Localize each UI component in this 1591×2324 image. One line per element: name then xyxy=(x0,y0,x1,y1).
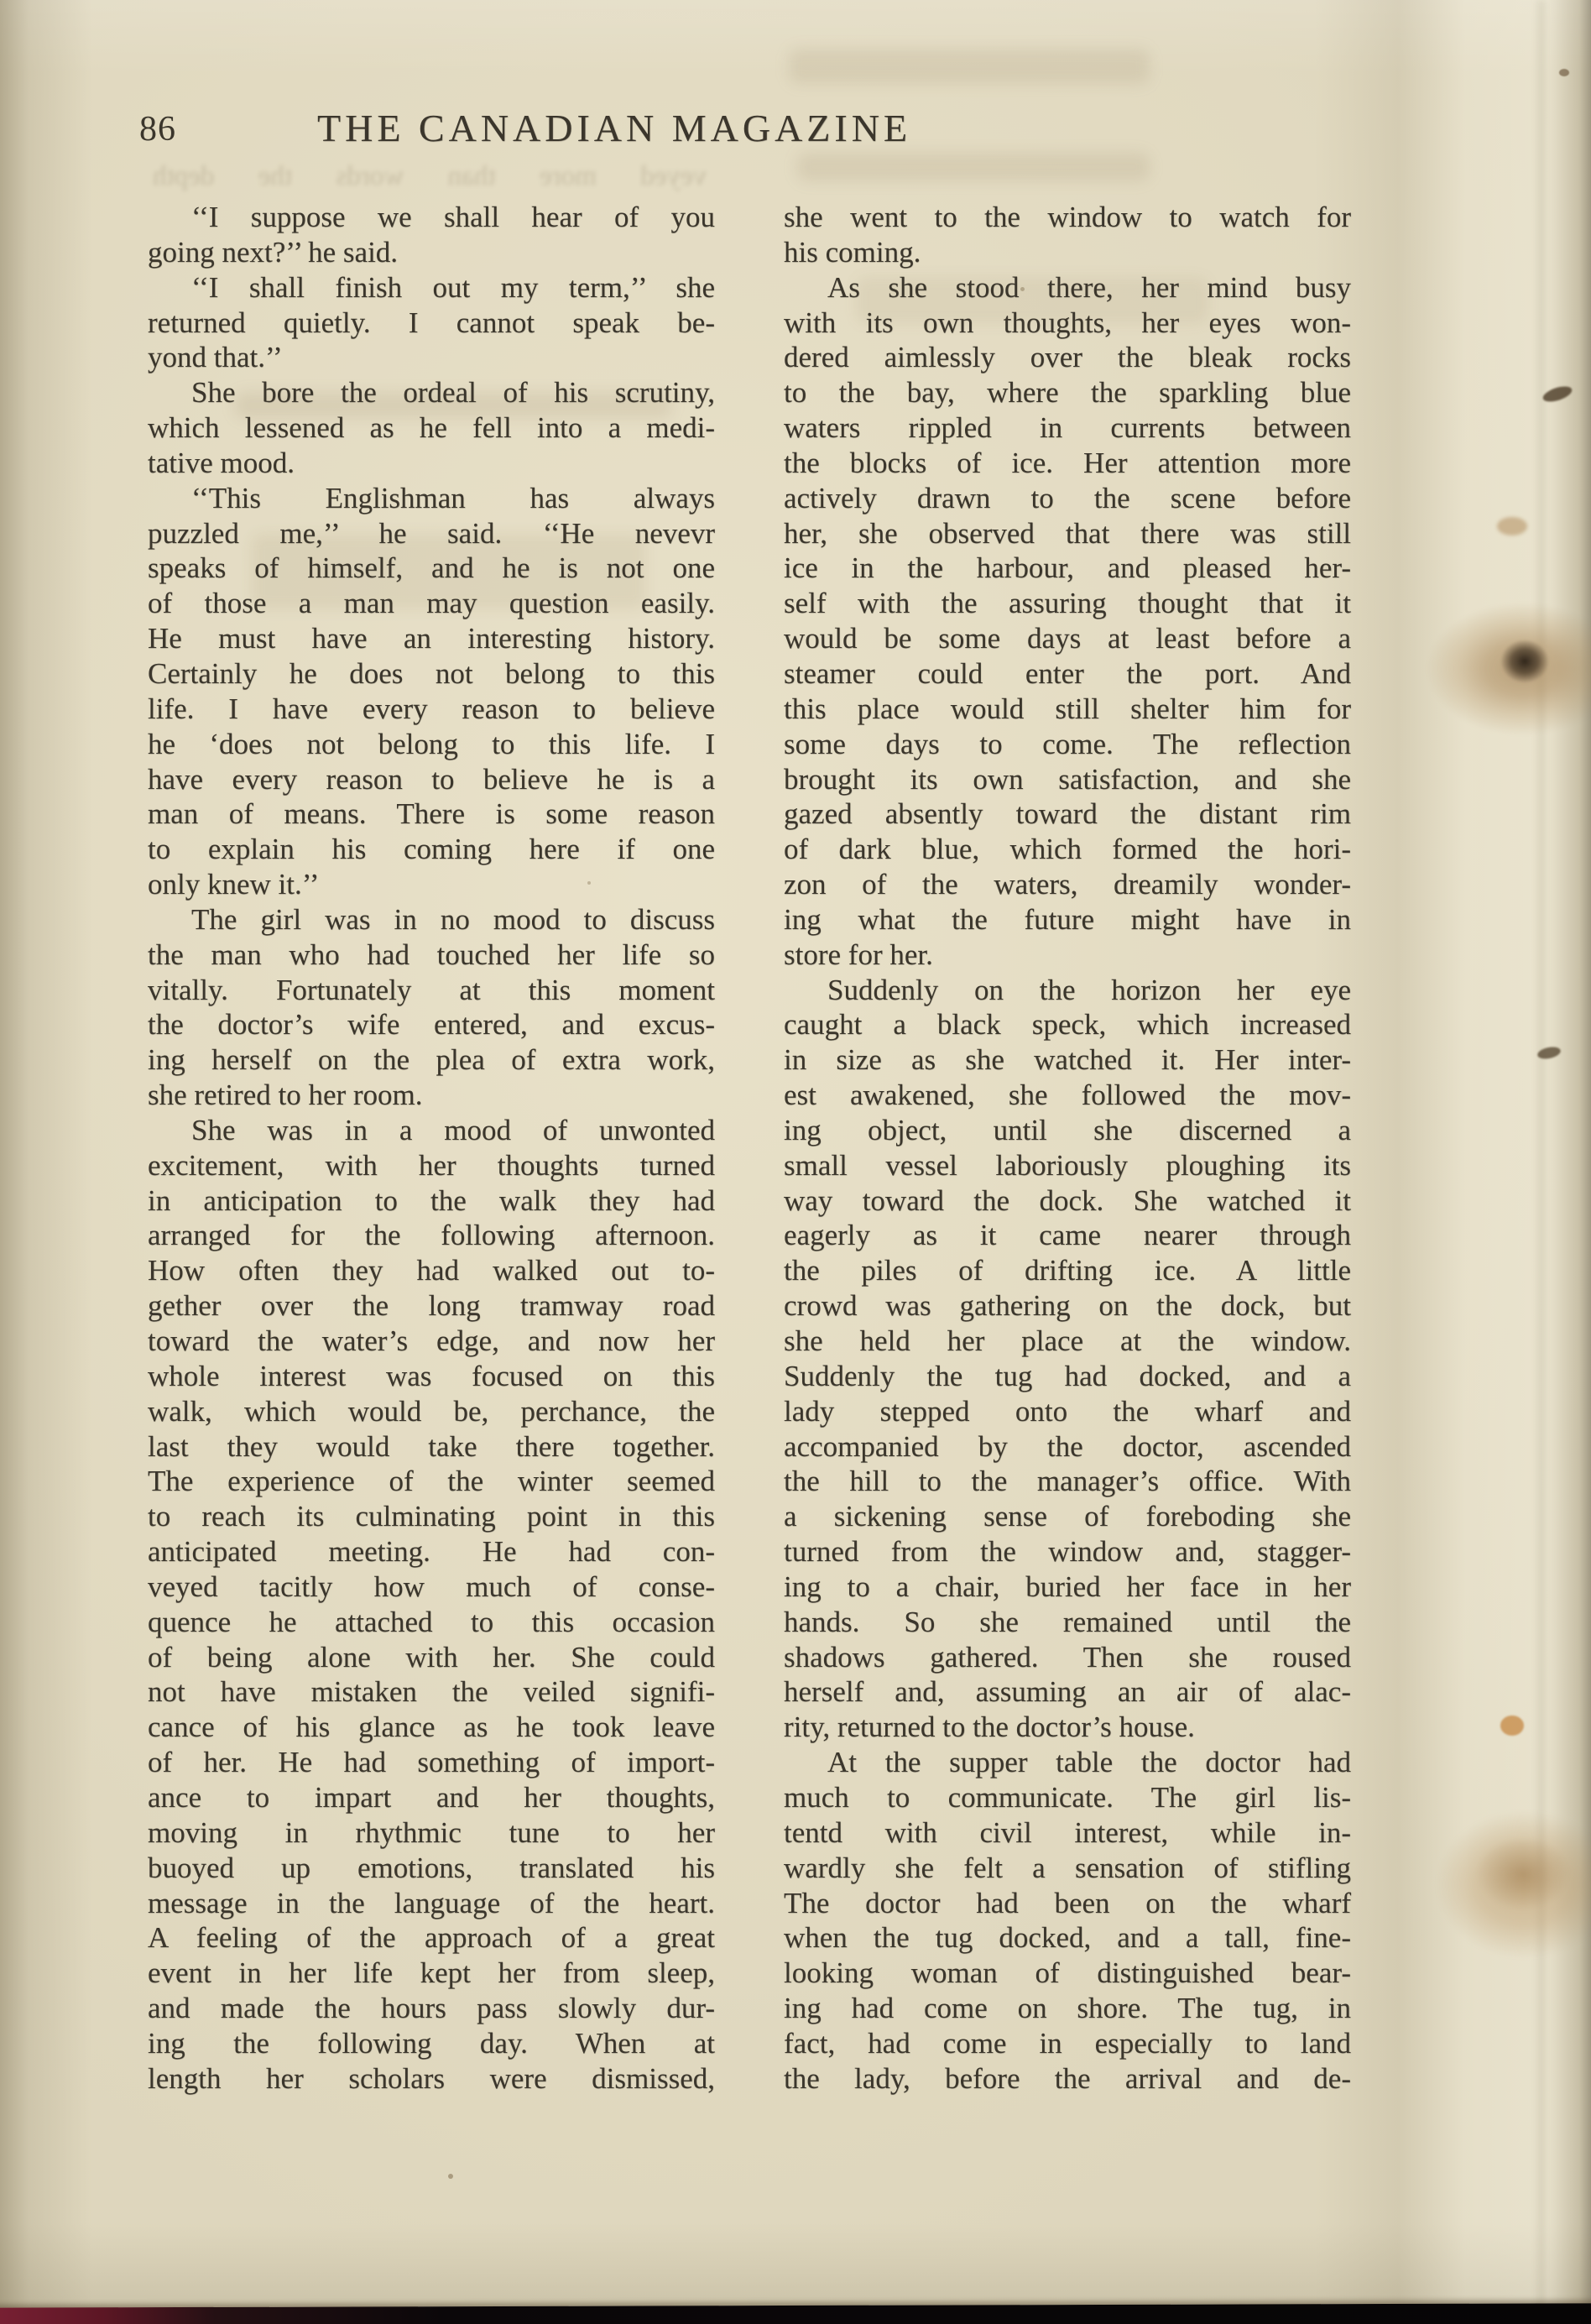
text-line: she held her place at the window. xyxy=(784,1324,1351,1357)
ghost-smudge xyxy=(797,153,1150,181)
text-line: tative mood. xyxy=(148,446,295,479)
text-line: Certainly he does not belong to this xyxy=(148,656,715,690)
text-line: steamer could enter the port. And xyxy=(784,656,1351,690)
text-line: the piles of drifting ice. A little xyxy=(784,1254,1351,1287)
text-line: herself and, assuming an air of alac- xyxy=(784,1675,1351,1709)
text-line: quence he attached to this occasion xyxy=(148,1605,715,1638)
text-line: returned quietly. I cannot speak be- xyxy=(148,306,715,339)
text-line: waters rippled in currents between xyxy=(784,411,1351,445)
text-line: in anticipation to the walk they had xyxy=(148,1183,715,1217)
text-line: tentd with civil interest, while in- xyxy=(784,1815,1351,1849)
text-line: much to communicate. The girl lis- xyxy=(784,1780,1351,1814)
text-line: toward the water’s edge, and now her xyxy=(148,1324,715,1357)
book-cover-edge xyxy=(0,2303,1591,2324)
text-line: gether over the long tramway road xyxy=(148,1289,715,1323)
text-line: some days to come. The reflection xyxy=(784,727,1351,760)
text-line: est awakened, she followed the mov- xyxy=(784,1078,1351,1112)
text-line: At the supper table the doctor had xyxy=(827,1746,1351,1779)
text-line: ing the following day. When at xyxy=(148,2026,715,2060)
text-line: the hill to the manager’s office. With xyxy=(784,1465,1351,1498)
binding-crease xyxy=(1537,0,1546,2324)
text-line: which lessened as he fell into a medi- xyxy=(148,411,715,445)
stain xyxy=(1500,640,1549,683)
text-line: whole interest was focused on this xyxy=(148,1359,715,1392)
paper-fleck xyxy=(448,2174,453,2179)
text-line: A feeling of the approach of a great xyxy=(148,1921,715,1955)
text-line: arranged for the following afternoon. xyxy=(148,1219,715,1252)
text-line: She bore the ordeal of his scrutiny, xyxy=(191,376,715,410)
text-line: not have mistaken the veiled signifi- xyxy=(148,1675,715,1709)
speck xyxy=(1559,69,1569,76)
ghost-smudge xyxy=(789,49,1150,84)
text-line: the doctor’s wife entered, and excus- xyxy=(148,1008,715,1042)
magazine-title: THE CANADIAN MAGAZINE xyxy=(317,107,912,149)
text-line: of dark blue, which formed the hori- xyxy=(784,833,1351,866)
text-line: ice in the harbour, and pleased her- xyxy=(784,551,1351,585)
text-line: would be some days at least before a xyxy=(784,622,1351,655)
text-line: hands. So she remained until the xyxy=(784,1605,1351,1638)
paper-fleck xyxy=(1020,287,1025,291)
text-line: his coming. xyxy=(784,235,921,269)
page-number: 86 xyxy=(139,110,176,149)
right-column xyxy=(784,200,1351,2097)
ghost-show-through-text: veyed more than words the depth xyxy=(153,161,707,191)
text-line: speaks of himself, and he is not one xyxy=(148,551,715,585)
text-line: lady stepped onto the wharf and xyxy=(784,1394,1351,1428)
text-line: ‘‘This Englishman has always xyxy=(191,481,715,514)
text-line: fact, had come in especially to land xyxy=(784,2026,1351,2060)
text-line: crowd was gathering on the dock, but xyxy=(784,1289,1351,1323)
text-line: man of means. There is some reason xyxy=(148,797,715,831)
text-line: shadows gathered. Then she roused xyxy=(784,1640,1351,1674)
text-line: message in the language of the heart. xyxy=(148,1886,715,1919)
text-line: have every reason to believe he is a xyxy=(148,762,715,796)
text-line: actively drawn to the scene before xyxy=(784,481,1351,514)
text-line: brought its own satisfaction, and she xyxy=(784,762,1351,796)
text-line: of her. He had something of import- xyxy=(148,1746,715,1779)
text-line: of those a man may question easily. xyxy=(148,587,715,620)
text-line: with its own thoughts, her eyes won- xyxy=(784,306,1351,339)
text-line: walk, which would be, perchance, the xyxy=(148,1394,715,1428)
text-line: turned from the window and, stagger- xyxy=(784,1535,1351,1569)
speck xyxy=(1497,517,1527,535)
text-line: and made the hours pass slowly dur- xyxy=(148,1992,715,2025)
text-line: anticipated meeting. He had con- xyxy=(148,1535,715,1569)
text-line: accompanied by the doctor, ascended xyxy=(784,1429,1351,1463)
text-line: puzzled me,’’ he said. ‘‘He nevevr xyxy=(148,516,715,550)
text-line: cance of his glance as he took leave xyxy=(148,1710,715,1744)
text-line: this place would still shelter him for xyxy=(784,692,1351,725)
text-line: store for her. xyxy=(784,937,933,971)
text-line: ing what the future might have in xyxy=(784,902,1351,936)
paper-fleck xyxy=(587,881,591,885)
text-line: to explain his coming here if one xyxy=(148,833,715,866)
text-line: The experience of the winter seemed xyxy=(148,1465,715,1498)
text-line: when the tug docked, and a tall, fine- xyxy=(784,1921,1351,1955)
text-line: ing had come on shore. The tug, in xyxy=(784,1992,1351,2025)
text-line: gazed absently toward the distant rim xyxy=(784,797,1351,831)
text-line: He must have an interesting history. xyxy=(148,622,715,655)
text-line: eagerly as it came nearer through xyxy=(784,1219,1351,1252)
text-line: the man who had touched her life so xyxy=(148,937,715,971)
left-column xyxy=(148,200,715,2097)
text-line: length her scholars were dismissed, xyxy=(148,2061,715,2095)
text-line: The doctor had been on the wharf xyxy=(784,1886,1351,1919)
speck xyxy=(1541,384,1574,405)
text-line: zon of the waters, dreamily wonder- xyxy=(784,868,1351,901)
text-line: a sickening sense of foreboding she xyxy=(784,1500,1351,1533)
text-line: Suddenly the tug had docked, and a xyxy=(784,1359,1351,1392)
text-line: ing to a chair, buried her face in her xyxy=(784,1569,1351,1603)
text-line: yond that.’’ xyxy=(148,341,283,374)
text-line: As she stood there, her mind busy xyxy=(827,270,1351,304)
text-line: ing object, until she discerned a xyxy=(784,1113,1351,1146)
text-line: ance to impart and her thoughts, xyxy=(148,1780,715,1814)
text-line: buoyed up emotions, translated his xyxy=(148,1851,715,1884)
text-line: ‘‘I shall finish out my term,’’ she xyxy=(191,270,715,304)
text-line: to reach its culminating point in this xyxy=(148,1500,715,1533)
text-line: rity, returned to the doctor’s house. xyxy=(784,1710,1195,1744)
text-line: dered aimlessly over the bleak rocks xyxy=(784,341,1351,374)
speck xyxy=(1500,1716,1524,1736)
text-line: She was in a mood of unwonted xyxy=(191,1113,715,1146)
text-line: event in her life kept her from sleep, xyxy=(148,1956,715,1990)
text-line: life. I have every reason to believe xyxy=(148,692,715,725)
text-line: How often they had walked out to- xyxy=(148,1254,715,1287)
text-line: last they would take there together. xyxy=(148,1429,715,1463)
text-line: vitally. Fortunately at this moment xyxy=(148,973,715,1006)
text-line: her, she observed that there was still xyxy=(784,516,1351,550)
text-line: she went to the window to watch for xyxy=(784,201,1351,233)
text-line: of being alone with her. She could xyxy=(148,1640,715,1674)
text-line: going next?’’ he said. xyxy=(148,235,399,269)
text-line: ‘‘I suppose we shall hear of you xyxy=(191,201,715,233)
text-line: she retired to her room. xyxy=(148,1078,423,1112)
text-line: ing herself on the plea of extra work, xyxy=(148,1043,715,1077)
text-line: to the bay, where the sparkling blue xyxy=(784,376,1351,410)
text-line: small vessel laboriously ploughing its xyxy=(784,1148,1351,1182)
text-line: way toward the dock. She watched it xyxy=(784,1183,1351,1217)
text-line: excitement, with her thoughts turned xyxy=(148,1148,715,1182)
stain xyxy=(1477,1838,1569,1909)
text-line: veyed tacitly how much of conse- xyxy=(148,1569,715,1603)
text-line: caught a black speck, which increased xyxy=(784,1008,1351,1042)
text-line: moving in rhythmic tune to her xyxy=(148,1815,715,1849)
text-line: wardly she felt a sensation of stifling xyxy=(784,1851,1351,1884)
text-line: Suddenly on the horizon her eye xyxy=(827,973,1351,1006)
text-line: looking woman of distinguished bear- xyxy=(784,1956,1351,1990)
text-line: in size as she watched it. Her inter- xyxy=(784,1043,1351,1077)
text-line: he ‘does not belong to this life. I xyxy=(148,727,715,760)
text-line: The girl was in no mood to discuss xyxy=(191,902,715,936)
text-line: self with the assuring thought that it xyxy=(784,587,1351,620)
text-line: only knew it.’’ xyxy=(148,868,320,901)
text-line: the blocks of ice. Her attention more xyxy=(784,446,1351,479)
text-line: the lady, before the arrival and de- xyxy=(784,2061,1351,2095)
